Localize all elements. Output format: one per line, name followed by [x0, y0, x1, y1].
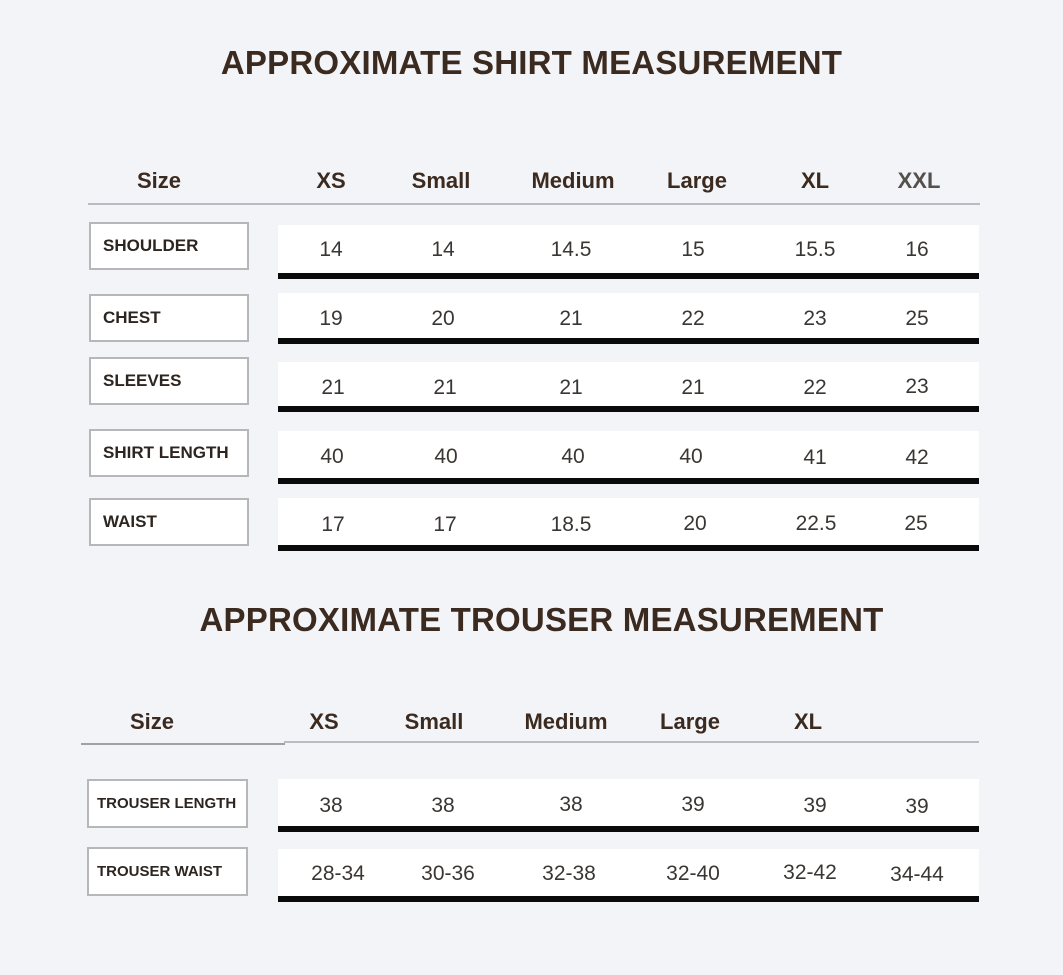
cell-trouser-length-xs: 38: [319, 794, 343, 817]
cell-sleeves-xl: 22: [803, 376, 827, 399]
cell-waist-large: 20: [683, 512, 707, 535]
shirt-size-xxl: XXL: [897, 168, 941, 193]
shirt-size-small: Small: [411, 168, 471, 193]
cell-shirt-length-medium: 40: [561, 445, 585, 468]
cell-trouser-waist-xs: 28-34: [311, 862, 365, 885]
cell-shoulder-xxl: 16: [905, 238, 929, 261]
cell-waist-medium: 18.5: [550, 513, 592, 536]
cell-chest-xl: 23: [803, 307, 827, 330]
row-label-chest: CHEST: [89, 294, 249, 342]
cell-trouser-length-xl: 39: [803, 794, 827, 817]
row-label-waist: WAIST: [89, 498, 249, 546]
cell-shirt-length-small: 40: [434, 445, 458, 468]
row-label-trouser-length: TROUSER LENGTH: [87, 779, 248, 828]
cell-trouser-length-xxl: 39: [905, 795, 929, 818]
cell-trouser-waist-large: 32-40: [666, 862, 720, 885]
shirt-size-header: Size: [136, 168, 182, 193]
trouser-section-title: APPROXIMATE TROUSER MEASUREMENT: [199, 601, 884, 638]
cell-shirt-length-xxl: 42: [905, 446, 929, 469]
cell-chest-xs: 19: [319, 307, 343, 330]
cell-trouser-waist-medium: 32-38: [542, 862, 596, 885]
trouser-size-xs: XS: [309, 709, 339, 734]
trouser-header-divider-left: [81, 743, 285, 745]
cell-trouser-length-small: 38: [431, 794, 455, 817]
trouser-size-large: Large: [660, 709, 720, 734]
cell-shoulder-small: 14: [431, 238, 455, 261]
cell-trouser-length-large: 39: [681, 793, 705, 816]
row-label-trouser-waist: TROUSER WAIST: [87, 847, 248, 896]
trouser-header-divider-right: [284, 741, 979, 743]
row-label-shoulder: SHOULDER: [89, 222, 249, 270]
row-label-sleeves: SLEEVES: [89, 357, 249, 405]
cell-waist-xxl: 25: [904, 512, 928, 535]
trouser-size-medium: Medium: [524, 709, 608, 734]
cell-waist-xl: 22.5: [795, 512, 837, 535]
cell-trouser-waist-xl: 32-42: [783, 861, 837, 884]
trouser-size-header: Size: [129, 709, 175, 734]
cell-sleeves-large: 21: [681, 376, 705, 399]
cell-chest-small: 20: [431, 307, 455, 330]
shirt-size-xl: XL: [800, 168, 830, 193]
cell-shoulder-xs: 14: [319, 238, 343, 261]
cell-shirt-length-xs: 40: [320, 445, 344, 468]
cell-shirt-length-large: 40: [679, 445, 703, 468]
cell-shoulder-large: 15: [681, 238, 705, 261]
cell-sleeves-xxl: 23: [905, 375, 929, 398]
trouser-size-small: Small: [404, 709, 464, 734]
cell-sleeves-medium: 21: [559, 376, 583, 399]
cell-shirt-length-xl: 41: [803, 446, 827, 469]
cell-chest-medium: 21: [559, 307, 583, 330]
shirt-header-divider: [88, 203, 980, 205]
cell-trouser-length-medium: 38: [559, 793, 583, 816]
shirt-section-title: APPROXIMATE SHIRT MEASUREMENT: [220, 44, 843, 81]
cell-shoulder-xl: 15.5: [794, 238, 836, 261]
cell-sleeves-xs: 21: [321, 376, 345, 399]
cell-chest-large: 22: [681, 307, 705, 330]
cell-chest-xxl: 25: [905, 307, 929, 330]
cell-sleeves-small: 21: [433, 376, 457, 399]
row-label-shirt-length: SHIRT LENGTH: [89, 429, 249, 477]
shirt-size-medium: Medium: [531, 168, 615, 193]
shirt-size-xs: XS: [316, 168, 346, 193]
cell-waist-xs: 17: [321, 513, 345, 536]
cell-waist-small: 17: [433, 513, 457, 536]
cell-shoulder-medium: 14.5: [550, 238, 592, 261]
trouser-size-xl: XL: [793, 709, 823, 734]
shirt-size-large: Large: [667, 168, 727, 193]
cell-trouser-waist-small: 30-36: [421, 862, 475, 885]
cell-trouser-waist-xxl: 34-44: [890, 863, 944, 886]
